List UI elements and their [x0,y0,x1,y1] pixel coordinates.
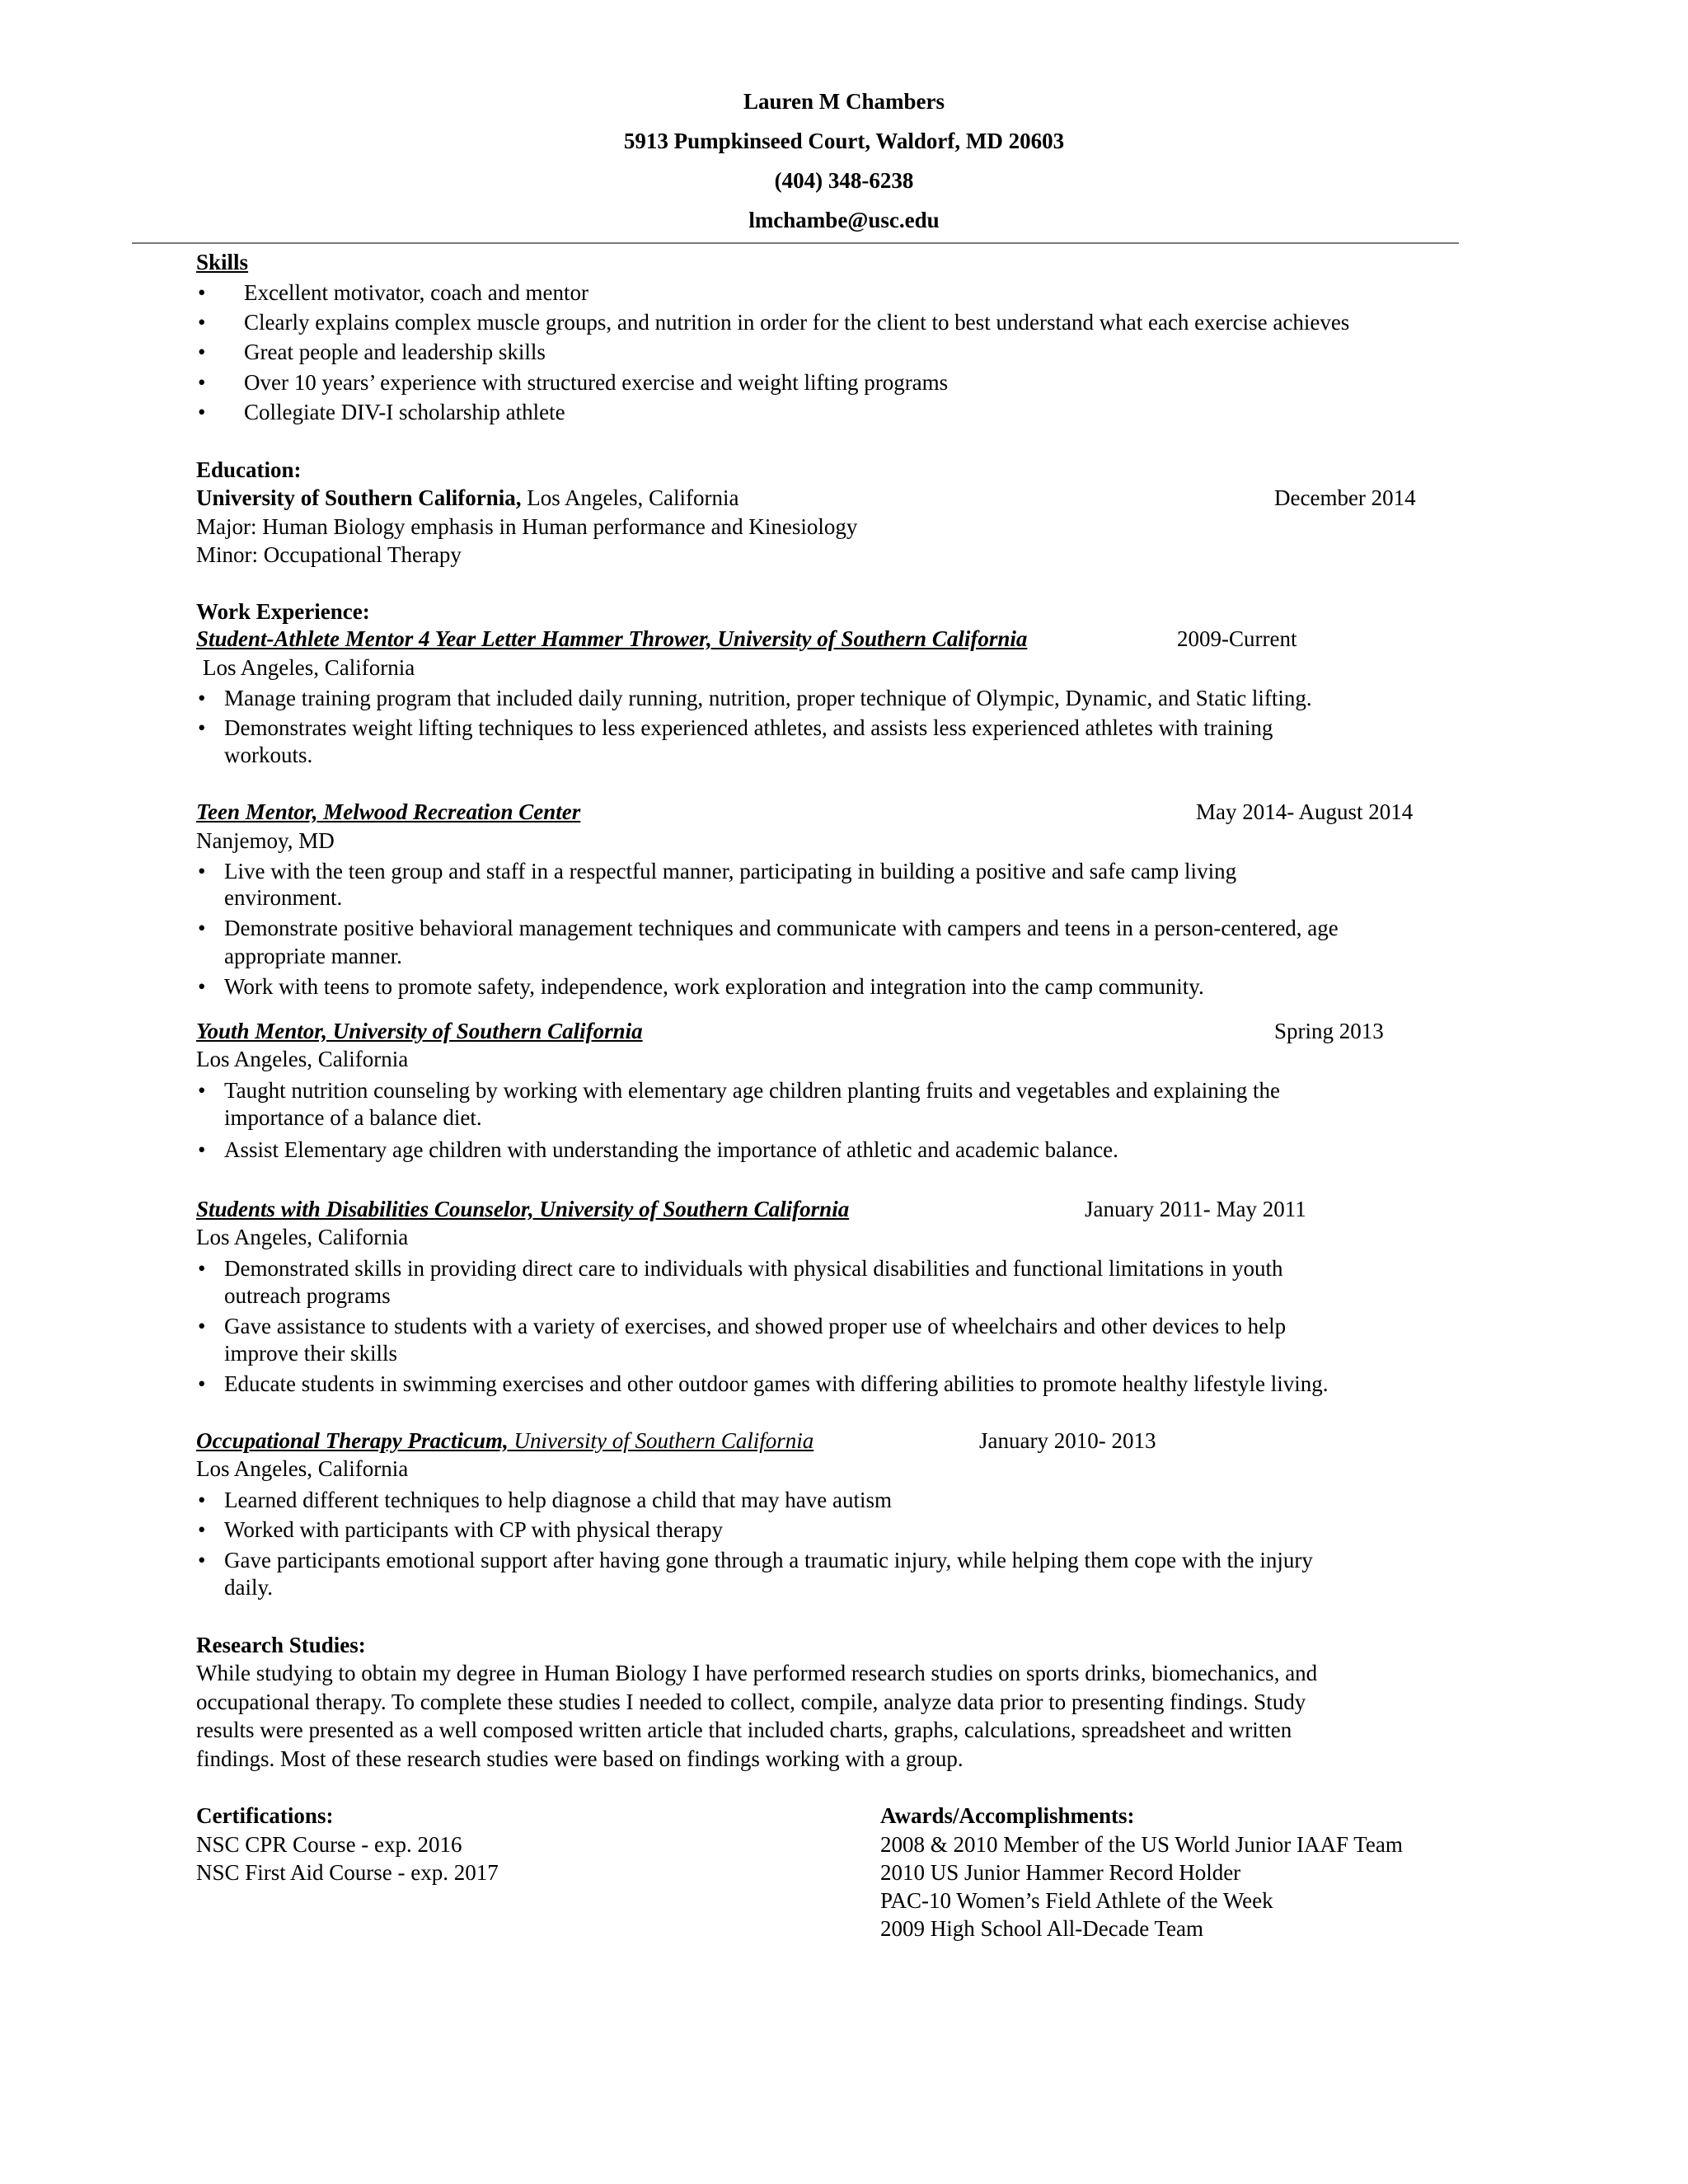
bullet-icon: • [198,340,206,364]
job-bullet-continuation: workouts. [224,743,313,767]
bullet-icon: • [198,370,206,395]
bullet-icon: • [198,974,206,999]
job-bullet: Assist Elementary age children with understanding the importance of athletic and academic balance. [224,1137,1118,1162]
education-school: University of Southern California, [196,485,522,510]
job-date: 2009-Current [1177,626,1297,651]
job-bullet-continuation: outreach programs [224,1283,391,1308]
research-line: occupational therapy. To complete these studies I needed to collect, compile, analyze data prior to presenting findings. Study [196,1690,1306,1714]
applicant-phone: (404) 348-6238 [774,168,914,193]
job-bullet-continuation: improve their skills [224,1341,397,1366]
research-heading: Research Studies: [196,1633,366,1657]
job-location: Los Angeles, California [196,1225,409,1249]
research-line: While studying to obtain my degree in Human Biology I have performed research studies on sports drinks, biomechanics, and [196,1661,1318,1685]
applicant-address: 5913 Pumpkinseed Court, Waldorf, MD 20603 [623,129,1065,153]
bullet-icon: • [198,1314,206,1338]
award-item: 2010 US Junior Hammer Record Holder [880,1860,1241,1885]
bullet-icon: • [198,859,206,883]
bullet-icon: • [198,310,206,335]
job-title-line [196,1427,814,1455]
education-major: Major: Human Biology emphasis in Human performance and Kinesiology [196,514,858,539]
award-item: 2009 High School All-Decade Team [880,1916,1204,1941]
bullet-icon: • [198,1078,206,1103]
job-bullet: Learned different techniques to help diagnose a child that may have autism [224,1488,892,1512]
award-item: PAC-10 Women’s Field Athlete of the Week [880,1888,1273,1913]
job-bullet-continuation: importance of a balance diet. [224,1105,482,1130]
job-location: Nanjemoy, MD [196,828,335,853]
bullet-icon: • [198,400,206,424]
education-minor: Minor: Occupational Therapy [196,542,462,567]
job-title: Occupational Therapy Practicum, [196,1428,509,1453]
skills-heading: Skills [196,250,249,274]
bullet-icon: • [198,1517,206,1542]
bullet-icon: • [198,1137,206,1162]
skills-item: Clearly explains complex muscle groups, and nutrition in order for the client to best understand what each exercise achieves [244,310,1350,335]
job-title-org: University of Southern California [508,1428,814,1453]
job-location: Los Angeles, California [196,1047,409,1071]
bullet-icon: • [198,686,206,710]
job-title: Youth Mentor, University of Southern California [196,1019,643,1043]
applicant-name: Lauren M Chambers [743,89,945,114]
job-bullet: Gave assistance to students with a variety of exercises, and showed proper use of wheelchairs and other devices to help [224,1314,1287,1338]
skills-item: Excellent motivator, coach and mentor [244,280,589,305]
job-title: Teen Mentor, Melwood Recreation Center [196,799,581,824]
bullet-icon: • [198,1548,206,1572]
bullet-icon: • [198,715,206,740]
education-location: Los Angeles, California [521,485,739,510]
bullet-icon: • [198,1371,206,1396]
bullet-icon: • [198,280,206,305]
header-divider [132,242,1459,244]
award-item: 2008 & 2010 Member of the US World Junior IAAF Team [880,1832,1403,1857]
applicant-email: lmchambe@usc.edu [748,208,940,232]
awards-heading: Awards/Accomplishments: [880,1803,1135,1828]
bullet-icon: • [198,1488,206,1512]
work-heading: Work Experience: [196,599,370,624]
job-location: Los Angeles, California [196,1456,409,1481]
research-line: results were presented as a well composed written article that included charts, graphs, calculations, spreadsheet and written [196,1718,1292,1742]
job-date: January 2011- May 2011 [1085,1197,1306,1221]
job-title: Student-Athlete Mentor 4 Year Letter Hammer Thrower, University of Southern California [196,626,1028,651]
certification-item: NSC First Aid Course - exp. 2017 [196,1860,499,1885]
job-bullet: Demonstrates weight lifting techniques to less experienced athletes, and assists less experienced athletes with training [224,715,1273,740]
education-school-line [196,484,738,512]
job-bullet: Demonstrate positive behavioral management techniques and communicate with campers and teens in a person-centered, age [224,916,1339,940]
bullet-icon: • [198,916,206,940]
job-bullet: Live with the teen group and staff in a respectful manner, participating in building a positive and safe camp living [224,859,1237,883]
job-bullet: Manage training program that included daily running, nutrition, proper technique of Olympic, Dynamic, and Static lifting. [224,686,1312,710]
job-title: Students with Disabilities Counselor, University of Southern California [196,1197,850,1221]
job-bullet: Demonstrated skills in providing direct care to individuals with physical disabilities and functional limitations in youth [224,1256,1283,1281]
skills-item: Collegiate DIV-I scholarship athlete [244,400,565,424]
bullet-icon: • [198,1256,206,1281]
job-bullet: Gave participants emotional support after having gone through a traumatic injury, while helping them cope with the injury [224,1548,1313,1572]
skills-item: Over 10 years’ experience with structured exercise and weight lifting programs [244,370,949,395]
job-date: January 2010- 2013 [979,1428,1156,1453]
job-date: Spring 2013 [1274,1019,1384,1043]
research-line: findings. Most of these research studies were based on findings working with a group. [196,1746,964,1771]
education-date: December 2014 [1274,485,1416,510]
job-bullet: Work with teens to promote safety, independence, work exploration and integration into the camp community. [224,974,1204,999]
certification-item: NSC CPR Course - exp. 2016 [196,1832,462,1857]
certifications-heading: Certifications: [196,1803,334,1828]
skills-item: Great people and leadership skills [244,340,546,364]
job-bullet: Educate students in swimming exercises and other outdoor games with differing abilities to promote healthy lifestyle living. [224,1371,1329,1396]
job-bullet: Worked with participants with CP with physical therapy [224,1517,723,1542]
job-location: Los Angeles, California [203,655,415,680]
job-date: May 2014- August 2014 [1196,799,1414,824]
job-bullet-continuation: appropriate manner. [224,944,402,968]
education-heading: Education: [196,457,302,482]
job-bullet: Taught nutrition counseling by working with elementary age children planting fruits and vegetables and explaining the [224,1078,1281,1103]
job-bullet-continuation: environment. [224,885,343,910]
job-bullet-continuation: daily. [224,1575,273,1600]
